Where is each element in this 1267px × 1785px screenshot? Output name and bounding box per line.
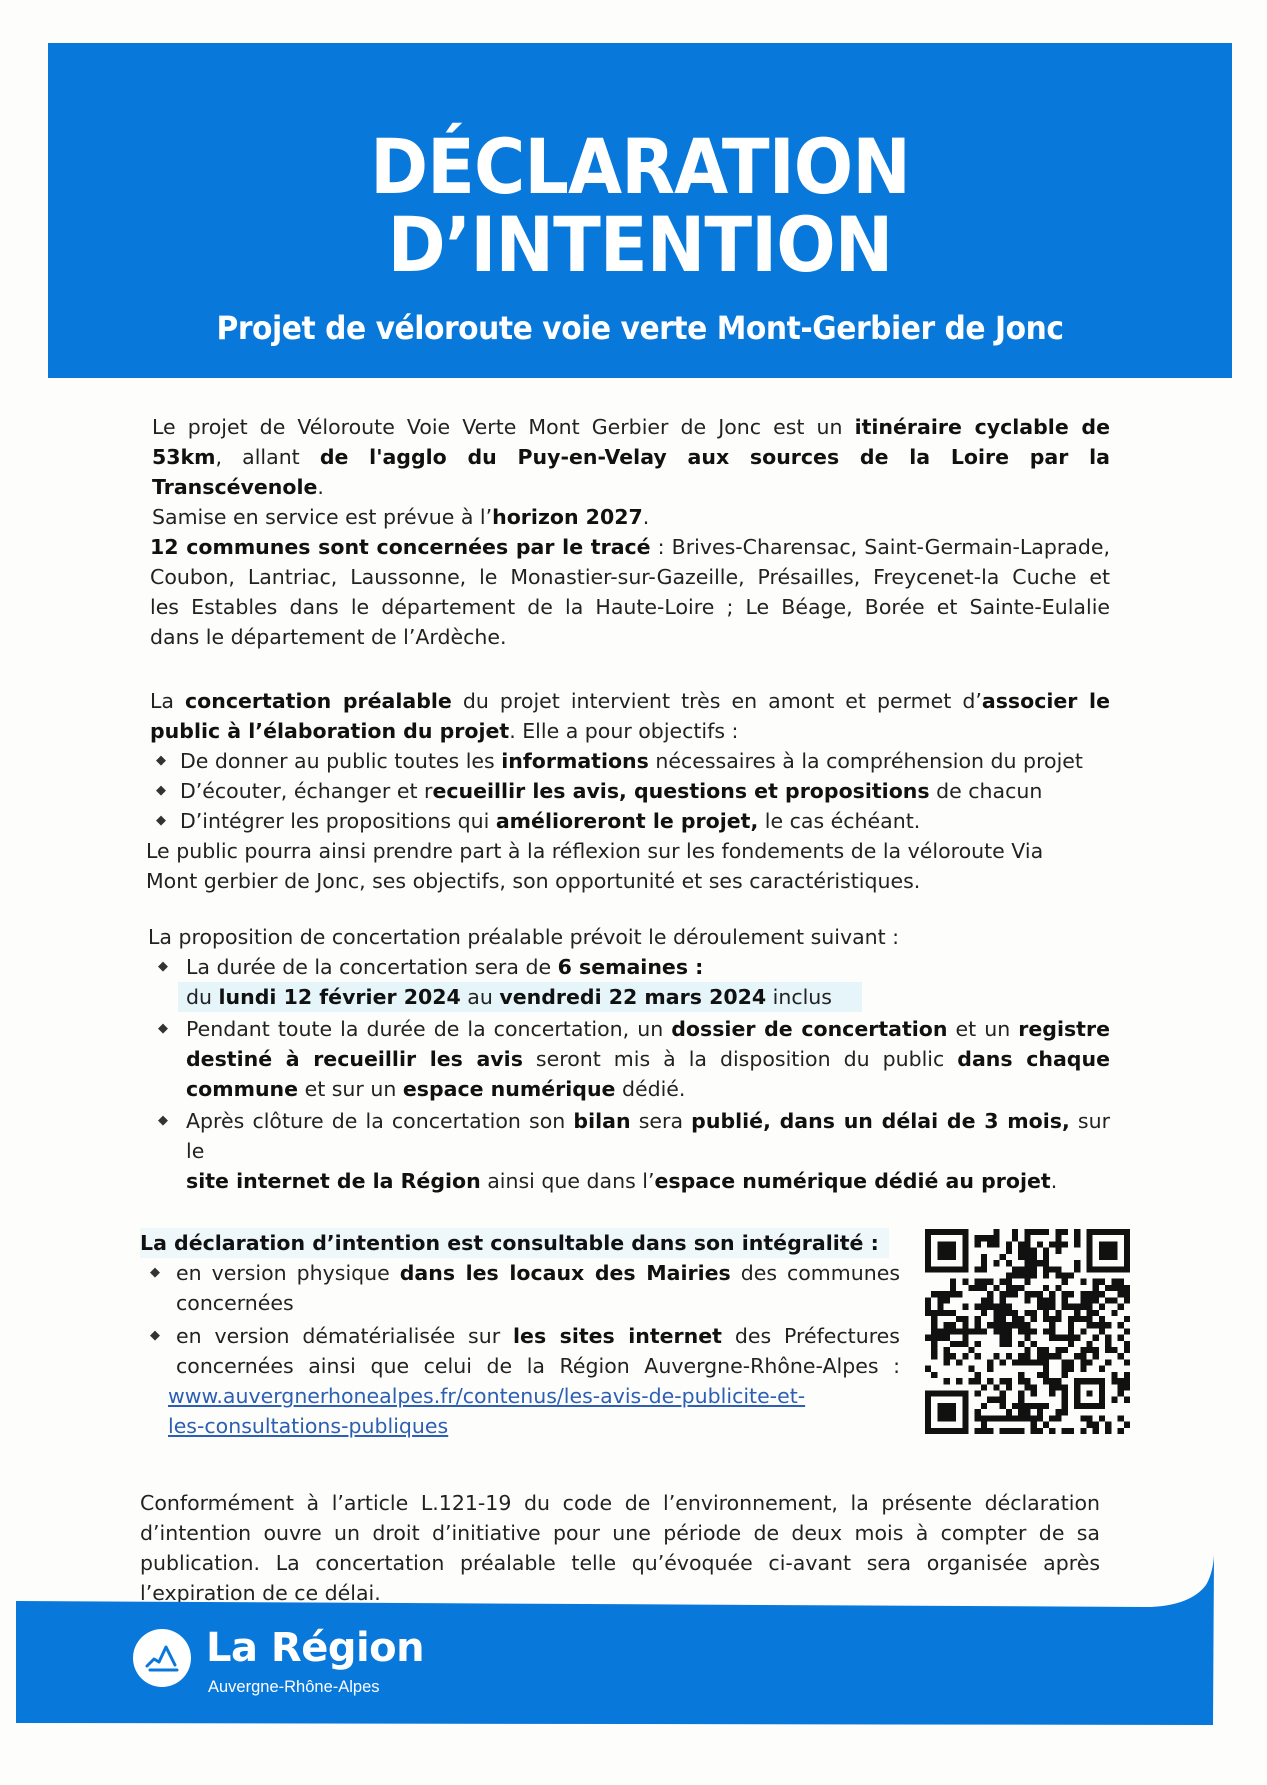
objective-bullet (150, 776, 1110, 806)
text: ainsi que dans l’ (480, 1169, 655, 1193)
intro-line (152, 412, 1110, 442)
text: . Elle a pour objectifs : (509, 719, 739, 743)
bold-text: 12 communes sont concernées par le tracé (150, 535, 651, 559)
bold-text: associer le (981, 689, 1110, 713)
text: et sur un (298, 1077, 403, 1101)
bold-text: concertation préalable (185, 689, 452, 713)
bold-text: dans chaque (957, 1047, 1110, 1071)
consultation-bullet (140, 1258, 900, 1318)
bullet-line (186, 1014, 1110, 1044)
bullet-icon: ◆ (158, 1113, 168, 1128)
text: sera (630, 1109, 692, 1133)
end-date: vendredi 22 mars 2024 (499, 985, 767, 1009)
concertation-line: Mont gerbier de Jonc, ses objectifs, son opportunité et ses caractéristiques. (146, 869, 921, 893)
logo-subtitle: Auvergne-Rhône-Alpes (208, 1678, 380, 1696)
bullet-line (176, 1321, 900, 1351)
text: Pendant toute la durée de la concertation, un (186, 1017, 672, 1041)
text: le cas échéant. (758, 809, 921, 833)
text: D’intégrer les propositions qui (180, 809, 496, 833)
text: . (317, 475, 324, 499)
bullet-line (186, 1106, 1110, 1166)
bold-text: 53km (152, 445, 216, 469)
communes-paragraph (150, 532, 1110, 652)
bold-text: dans les locaux des Mairies (399, 1261, 731, 1285)
bold-text: informations (501, 749, 649, 773)
text: : Brives-Charensac, Saint-Germain-Laprade, (650, 535, 1110, 559)
text: seront mis à la disposition du public (522, 1047, 958, 1071)
logo-mark (133, 1629, 191, 1687)
concertation-line: Le public pourra ainsi prendre part à la réflexion sur les fondements de la véloroute Via (146, 839, 1044, 863)
communes-line: Coubon, Lantriac, Laussonne, le Monastier-sur-Gazeille, Présailles, Freycenet-la Cuche et (150, 565, 1110, 589)
bold-text: horizon 2027 (492, 505, 643, 529)
start-date: lundi 12 février 2024 (218, 985, 461, 1009)
footer-band (16, 1555, 1214, 1727)
conclusion-line: l’expiration de ce délai. (140, 1581, 381, 1605)
conclusion-line: Conformément à l’article L.121-19 du code de l’environnement, la présente déclaration (140, 1491, 1100, 1515)
logo-title: La Région (206, 1625, 425, 1671)
text: en version physique (176, 1261, 400, 1285)
qr-code-icon[interactable] (925, 1228, 1130, 1435)
text: au (460, 985, 500, 1009)
bold-text: site internet de la Région (186, 1169, 481, 1193)
bold-text: amélioreront le projet, (495, 809, 759, 833)
bullet-line (176, 1258, 900, 1288)
header-band (48, 43, 1232, 378)
text: La (150, 689, 186, 713)
consultation-section (140, 1228, 900, 1441)
consultation-bullet (140, 1321, 900, 1441)
deroulement-paragraph (148, 922, 1110, 1196)
intro-paragraph (152, 412, 1110, 532)
text: sur le (186, 1109, 1111, 1163)
bullet-icon: ◆ (156, 813, 166, 828)
consultation-link[interactable] (168, 1381, 900, 1411)
intro-line (152, 442, 1110, 502)
bullet-icon: ◆ (150, 1328, 160, 1343)
text: nécessaires à la compréhension du projet (648, 749, 1083, 773)
text: dédié. (615, 1077, 686, 1101)
bold-text: espace numérique dédié au projet (654, 1169, 1051, 1193)
conclusion-line: d’intention ouvre un droit d’initiative pour une période de deux mois à compter de sa (140, 1521, 1100, 1545)
consultation-heading (140, 1228, 889, 1258)
bullet-line (186, 1166, 1110, 1196)
concertation-line (150, 686, 1110, 716)
deroulement-bullet (148, 1106, 1110, 1196)
text: et un (947, 1017, 1019, 1041)
bullet-icon: ◆ (150, 1265, 160, 1280)
text: La durée de la concertation sera de (186, 955, 558, 979)
bullet-icon: ◆ (158, 1021, 168, 1036)
objective-bullet (150, 806, 1110, 836)
communes-line: les Estables dans le département de la Haute-Loire ; Le Béage, Borée et Sainte-Eulalie (150, 595, 1110, 619)
subtitle: Projet de véloroute voie verte Mont-Gerbier de Jonc (216, 309, 1064, 347)
text: , allant (215, 445, 320, 469)
text: De donner au public toutes les (180, 749, 502, 773)
text: du projet intervient très en amont et permet d’ (451, 689, 982, 713)
bold-text: itinéraire cyclable de (854, 415, 1110, 439)
communes-line (150, 532, 1110, 562)
bold-text: La déclaration d’intention est consultable dans son intégralité : (140, 1231, 879, 1255)
text: inclus (766, 985, 832, 1009)
link-text[interactable]: www.auvergnerhonealpes.fr/contenus/les-avis-de-publicite-et- (168, 1384, 806, 1408)
consultation-link[interactable] (168, 1411, 900, 1441)
objective-bullet (150, 746, 1110, 776)
bold-text: destiné à recueillir les avis (186, 1047, 523, 1071)
communes-line: dans le département de l’Ardèche. (150, 625, 507, 649)
bold-text: public à l’élaboration du projet (150, 719, 510, 743)
bold-text: dossier de concertation (671, 1017, 948, 1041)
text: . (1050, 1169, 1058, 1193)
text: du (186, 985, 219, 1009)
bold-text: registre (1018, 1017, 1110, 1041)
deroulement-intro: La proposition de concertation préalable prévoit le déroulement suivant : (148, 925, 900, 949)
bold-text: commune (186, 1077, 299, 1101)
bold-text: espace numérique (402, 1077, 616, 1101)
bullet-line: concernées (176, 1291, 294, 1315)
conclusion-line: publication. La concertation préalable telle qu’évoquée ci-avant sera organisée après (140, 1551, 1100, 1575)
text: Samise en service est prévue à l’ (152, 505, 493, 529)
text: des Préfectures (721, 1324, 900, 1348)
intro-line (152, 502, 1110, 532)
bullet-icon: ◆ (156, 753, 166, 768)
bold-text: bilan (573, 1109, 631, 1133)
bullet-line (186, 1074, 1110, 1104)
mountain-logo-icon (133, 1629, 191, 1687)
text: Après clôture de la concertation son (186, 1109, 574, 1133)
title-line-2: D’INTENTION (387, 200, 893, 289)
bullet-line: concernées ainsi que celui de la Région Auvergne-Rhône-Alpes : (176, 1354, 900, 1378)
bullet-icon: ◆ (158, 959, 168, 974)
bold-text: les sites internet (513, 1324, 722, 1348)
date-range (148, 982, 1110, 1012)
link-text[interactable]: les-consultations-publiques (168, 1414, 449, 1438)
concertation-line (150, 716, 1110, 746)
bold-text: ecueillir les avis, questions et propositions (432, 779, 930, 803)
text: des communes (730, 1261, 901, 1285)
deroulement-bullet (148, 1014, 1110, 1104)
bold-text: de l'agglo du Puy-en-Velay aux sources de la Loire par la Transcévenole (152, 445, 1110, 499)
text: en version dématérialisée sur (176, 1324, 514, 1348)
text: D’écouter, échanger et r (180, 779, 433, 803)
bold-text: 6 semaines : (557, 955, 704, 979)
text: . (642, 505, 650, 529)
deroulement-bullet (148, 952, 1110, 982)
concertation-paragraph (146, 686, 1110, 896)
bold-text: publié, dans un délai de 3 mois, (691, 1109, 1070, 1133)
date-highlight (178, 982, 862, 1012)
bullet-icon: ◆ (156, 783, 166, 798)
text: Le projet de Véloroute Voie Verte Mont Gerbier de Jonc est un (152, 415, 855, 439)
bullet-line (186, 1044, 1110, 1074)
text: de chacun (929, 779, 1043, 803)
title-line-1: DÉCLARATION (370, 122, 910, 211)
